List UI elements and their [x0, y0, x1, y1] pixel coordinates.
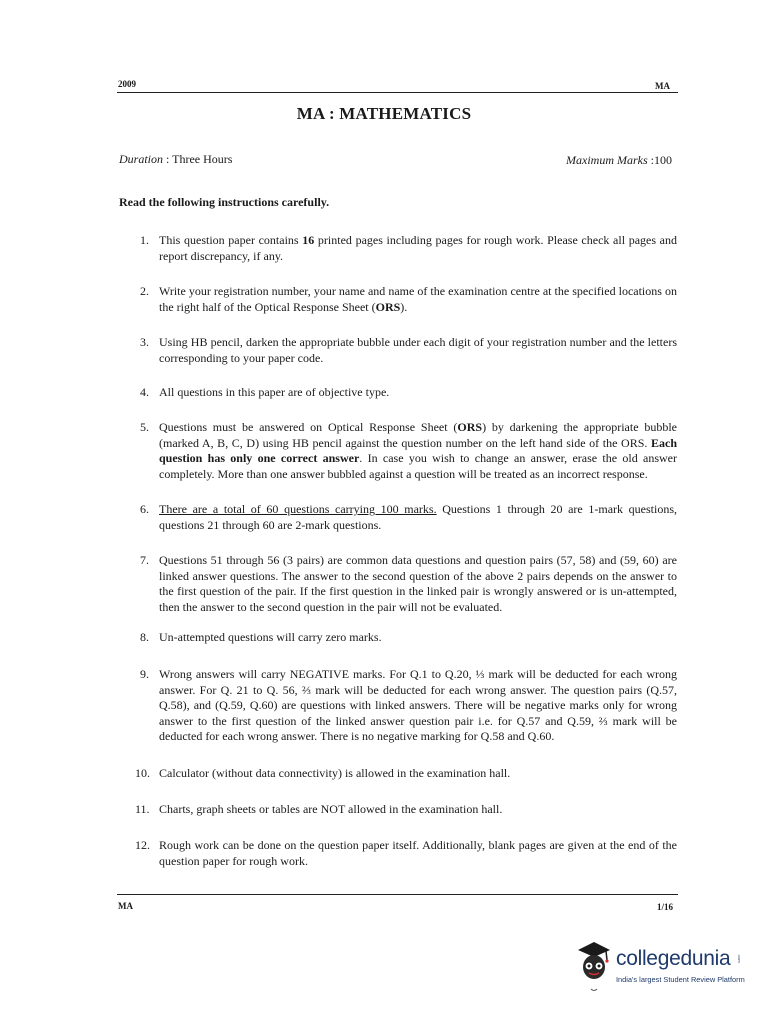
instruction-text — [159, 502, 677, 533]
instruction-text — [159, 233, 677, 264]
instruction-number: 10. — [135, 766, 150, 780]
instruction-text: Calculator (without data connectivity) is allowed in the examination hall. — [159, 766, 511, 780]
instruction-text: Using HB pencil, darken the appropriate bubble under each digit of your registration number and the letters corresponding to your paper code. — [159, 335, 677, 365]
instruction-number: 7. — [140, 553, 149, 567]
instruction-text: Rough work can be done on the question paper itself. Additionally, blank pages are given at the end of the question paper for rough work. — [159, 838, 677, 868]
instruction-bold-text: ORS — [457, 420, 483, 434]
instruction-number: 8. — [140, 630, 149, 644]
instruction-text-part: Questions must be answered on Optical Response Sheet ( — [159, 420, 458, 434]
instruction-item — [140, 335, 677, 366]
instruction-item — [140, 420, 677, 482]
instruction-item — [135, 766, 677, 782]
instruction-number: 5. — [140, 420, 149, 434]
instruction-item — [140, 284, 677, 315]
instruction-item — [140, 630, 677, 646]
instruction-item — [140, 667, 677, 745]
brand-name: collegedunia — [616, 947, 731, 970]
instruction-text: Questions 51 through 56 (3 pairs) are common data questions and question pairs (57, 58) and (59, 60) are linked answer questions. The answer to the second question of the above 2 pairs depends on the answer to the first question of the pair. If the first question in the linked pair is wrongly answered or is un-attempted, then the answer to the second question in the pair will not be evaluated. — [159, 553, 677, 614]
instruction-text-part: ) by darkening the appropriate bubble (marked A, B, C, D) using HB pencil against the question number on the left hand side of the ORS. — [159, 420, 678, 450]
header-rule — [117, 92, 678, 93]
header-year: 2009 — [118, 79, 136, 89]
instruction-text-part: printed pages including pages for rough work. Please check all pages and report discrepancy, if any. — [159, 233, 678, 263]
duration — [119, 152, 232, 167]
header-paper-code: MA — [655, 81, 670, 91]
instruction-bold-text: ORS — [375, 299, 401, 314]
instruction-text-part: Questions 1 through 20 are 1-mark questions, questions 21 through 60 are 2-mark questions. — [159, 502, 677, 532]
instruction-text — [159, 420, 677, 482]
instruction-text-part: This question paper contains — [159, 233, 303, 247]
instruction-text-part: . In case you wish to change an answer, erase the old answer completely. More than one answer bubbled against a question will be treated as an incorrect response. — [159, 451, 677, 481]
maximum-marks-label: Maximum Marks — [566, 153, 648, 167]
instruction-item — [135, 838, 677, 869]
instruction-text: Charts, graph sheets or tables are NOT allowed in the examination hall. — [159, 802, 503, 816]
footer-rule — [117, 894, 678, 895]
maximum-marks-value: :100 — [647, 153, 672, 167]
instruction-number: 3. — [140, 335, 149, 349]
instruction-text-part: Write your registration number, your name and name of the examination centre at the specified locations on the right half of the Optical Response Sheet ( — [159, 284, 677, 314]
footer-page-number: 1/16 — [657, 902, 674, 912]
instruction-number: 2. — [140, 284, 149, 298]
instruction-item — [140, 385, 677, 401]
instruction-number: 6. — [140, 502, 149, 516]
page-title: MA : MATHEMATICS — [296, 104, 472, 123]
duration-separator: : — [163, 152, 173, 166]
graduate-mascot-icon — [574, 938, 614, 998]
brand-domain-suffix: .com — [737, 954, 742, 963]
instruction-underlined-text: There are a total of 60 questions carrying 100 marks. — [159, 502, 437, 516]
instruction-text: All questions in this paper are of objective type. — [159, 385, 390, 399]
instruction-bold-text: Each question has only one correct answer — [159, 435, 677, 465]
brand-tagline: India's largest Student Review Platform — [616, 975, 745, 984]
instructions-heading: Read the following instructions carefully. — [119, 195, 330, 209]
instruction-text: Un-attempted questions will carry zero marks. — [159, 630, 382, 644]
instruction-number: 12. — [135, 838, 150, 852]
instruction-number: 4. — [140, 385, 149, 399]
instruction-item — [140, 502, 677, 533]
footer-paper-code: MA — [118, 901, 133, 911]
instruction-item — [140, 233, 677, 264]
instruction-item — [135, 802, 677, 818]
instruction-bold-text: 16 — [302, 233, 315, 247]
maximum-marks — [566, 153, 672, 168]
instruction-text — [159, 284, 677, 315]
instruction-number: 11. — [135, 802, 150, 816]
instruction-item — [140, 553, 677, 615]
duration-value: Three Hours — [172, 152, 233, 166]
instruction-text-part: ). — [400, 299, 408, 314]
collegedunia-watermark — [574, 938, 746, 998]
instruction-text: Wrong answers will carry NEGATIVE marks. For Q.1 to Q.20, ⅓ mark will be deducted for each wrong answer. For Q. 21 to Q. 56, ⅔ mark will be deducted for each wrong answer. The question pairs (Q.57, Q.58), and (Q.59, Q.60) are questions with linked answers. There will be negative marks only for wrong answer to the first question of the linked answer question pair i.e. for Q.57 and Q.59, ⅔ mark will be deducted for each wrong answer. There is no negative marking for Q.58 and Q.60. — [159, 667, 677, 743]
instruction-number: 9. — [140, 667, 149, 681]
duration-label: Duration — [119, 152, 164, 166]
instruction-number: 1. — [140, 233, 149, 247]
